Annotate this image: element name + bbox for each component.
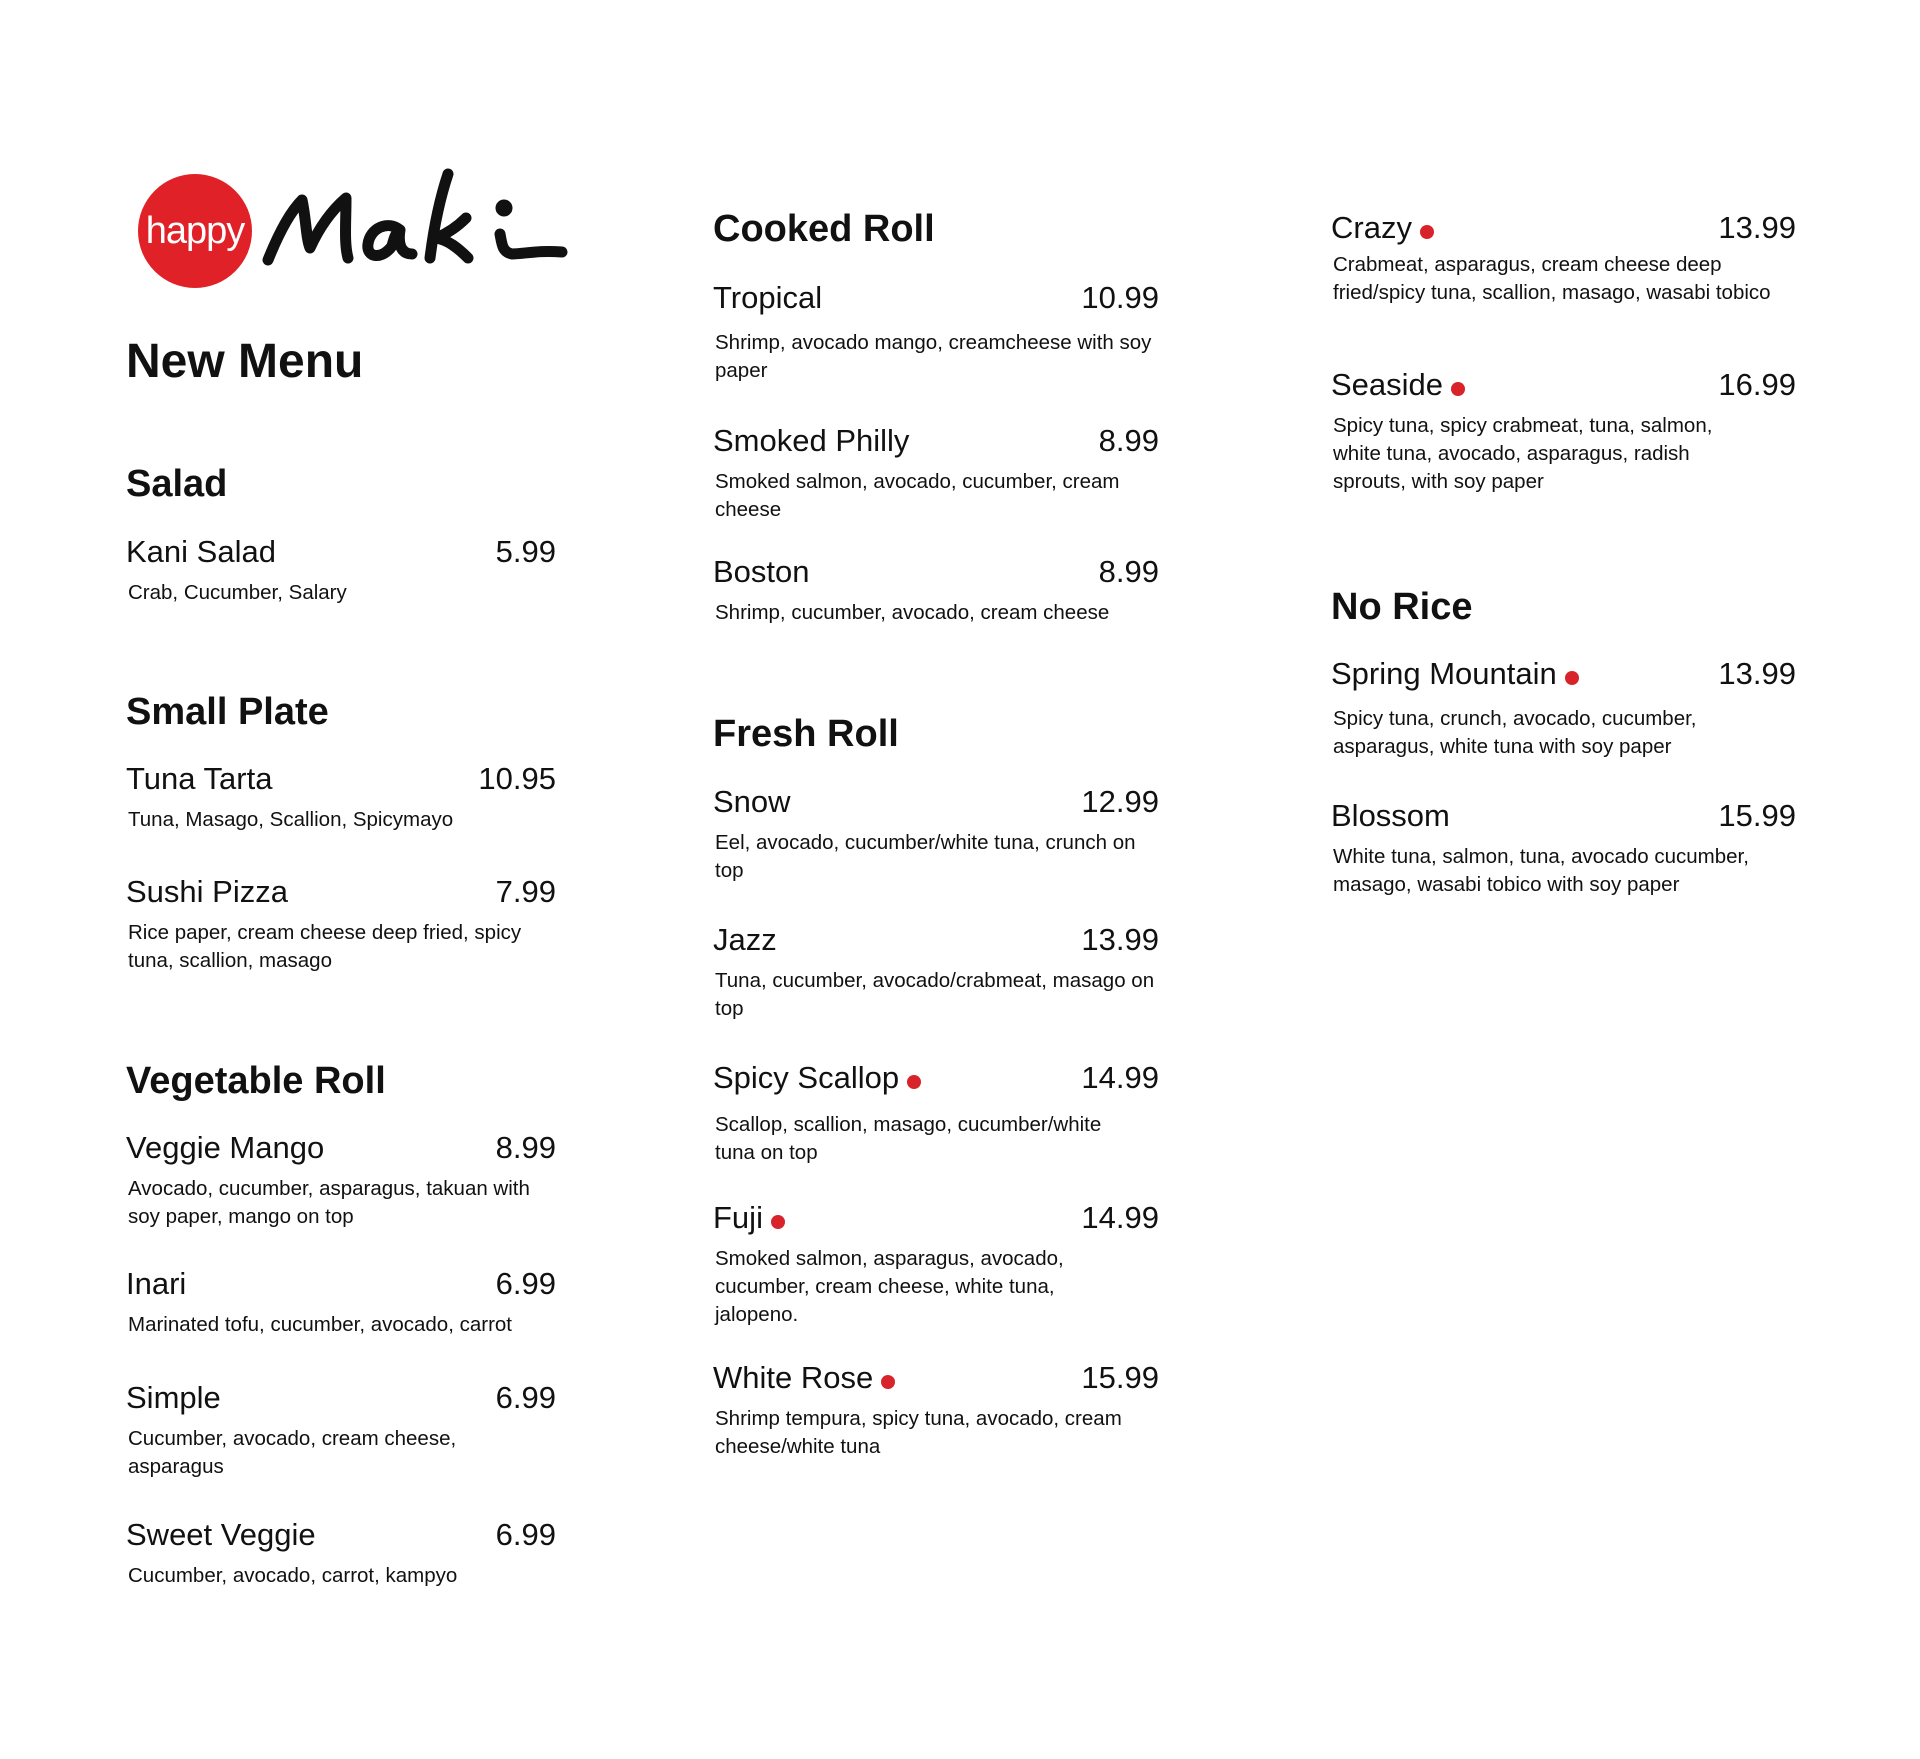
item-description: Tuna, Masago, Scallion, Spicymayo [128, 808, 454, 831]
item-name: Crazy [1331, 210, 1412, 245]
item-name: Seaside [1331, 367, 1444, 402]
menu-item-sweet-veggie [126, 1516, 556, 1590]
menu-item-boston [713, 553, 1159, 627]
section-title: Salad [126, 463, 228, 505]
item-price: 16.99 [1718, 367, 1796, 402]
item-description: Tuna, cucumber, avocado/crabmeat, masago on top [715, 969, 1155, 1020]
menu-item-tuna-tarta [126, 760, 556, 834]
item-name: Boston [713, 554, 810, 589]
item-description: Smoked salmon, avocado, cucumber, cream cheese [715, 470, 1120, 521]
menu-item-spicy-scallop [713, 1059, 1159, 1167]
section-fresh-roll [713, 711, 1159, 757]
spicy-dot-icon [881, 1375, 895, 1389]
menu-item-crazy [1331, 209, 1796, 307]
item-name: Snow [713, 784, 791, 819]
item-description: Eel, avocado, cucumber/white tuna, crunch on top [715, 831, 1136, 882]
item-price: 8.99 [1098, 423, 1159, 458]
item-name-row [713, 1059, 921, 1097]
menu-item-sushi-pizza [126, 873, 556, 975]
item-name: Kani Salad [126, 534, 276, 569]
item-price: 5.99 [495, 534, 556, 569]
item-description: Scallop, scallion, masago, cucumber/white tuna on top [715, 1113, 1102, 1164]
page-title: New Menu [126, 335, 364, 388]
item-description: Shrimp, avocado mango, creamcheese with soy paper [715, 331, 1152, 382]
item-name-row [1331, 209, 1434, 247]
item-description: White tuna, salmon, tuna, avocado cucumber, masago, wasabi tobico with soy paper [1333, 845, 1749, 896]
item-name: Jazz [713, 922, 777, 957]
spicy-dot-icon [771, 1215, 785, 1229]
item-name: Inari [126, 1266, 187, 1301]
item-name: Sushi Pizza [126, 874, 288, 909]
menu-item-seaside [1331, 366, 1796, 496]
item-name: Sweet Veggie [126, 1517, 316, 1552]
item-name: Tropical [713, 280, 823, 315]
item-name-row [713, 1359, 895, 1397]
item-price: 12.99 [1081, 784, 1159, 819]
menu-item-jazz [713, 921, 1159, 1023]
item-price: 8.99 [1098, 554, 1159, 589]
section-vegetable-roll [126, 1058, 556, 1104]
item-name-row [1331, 655, 1579, 693]
menu-item-white-rose [713, 1359, 1159, 1461]
item-name: Spring Mountain [1331, 656, 1557, 691]
menu-item-kani-salad [126, 533, 556, 607]
item-description: Crab, Cucumber, Salary [128, 581, 347, 604]
item-price: 10.95 [478, 761, 556, 796]
brand-logo [138, 168, 578, 298]
item-name: Simple [126, 1380, 221, 1415]
item-price: 15.99 [1718, 798, 1796, 833]
menu-item-blossom [1331, 797, 1796, 899]
item-price: 6.99 [495, 1380, 556, 1415]
item-price: 6.99 [495, 1266, 556, 1301]
item-price: 13.99 [1081, 922, 1159, 957]
item-price: 7.99 [495, 874, 556, 909]
menu-item-fuji [713, 1199, 1159, 1329]
item-description: Cucumber, avocado, cream cheese, asparagus [128, 1427, 457, 1478]
logo-circle [138, 174, 252, 288]
item-name-row [1331, 366, 1465, 404]
menu-item-smoked-philly [713, 422, 1159, 524]
item-description: Rice paper, cream cheese deep fried, spicy tuna, scallion, masago [128, 921, 522, 972]
menu-item-veggie-mango [126, 1129, 556, 1231]
logo-script-maki [262, 168, 578, 298]
section-title: No Rice [1331, 586, 1473, 628]
item-description: Crabmeat, asparagus, cream cheese deep fried/spicy tuna, scallion, masago, wasabi tobico [1333, 253, 1771, 304]
item-description: Shrimp tempura, spicy tuna, avocado, cream cheese/white tuna [715, 1407, 1122, 1458]
item-price: 10.99 [1081, 280, 1159, 315]
menu-item-tropical [713, 279, 1159, 385]
item-description: Marinated tofu, cucumber, avocado, carrot [128, 1313, 513, 1336]
item-name-row [713, 1199, 785, 1237]
item-description: Smoked salmon, asparagus, avocado, cucumber, cream cheese, white tuna, jalopeno. [715, 1247, 1064, 1326]
item-name: Blossom [1331, 798, 1450, 833]
spicy-dot-icon [1420, 225, 1434, 239]
item-price: 8.99 [495, 1130, 556, 1165]
section-no-rice [1331, 584, 1796, 630]
menu-item-inari [126, 1265, 556, 1339]
spicy-dot-icon [1565, 671, 1579, 685]
item-description: Avocado, cucumber, asparagus, takuan with soy paper, mango on top [128, 1177, 530, 1228]
item-name: Veggie Mango [126, 1130, 325, 1165]
item-price: 14.99 [1081, 1200, 1159, 1235]
item-price: 15.99 [1081, 1360, 1159, 1395]
item-name: Tuna Tarta [126, 761, 273, 796]
menu-item-spring-mountain [1331, 655, 1796, 761]
section-cooked-roll [713, 206, 1159, 252]
item-price: 13.99 [1718, 656, 1796, 691]
item-name: White Rose [713, 1360, 874, 1395]
section-title: Cooked Roll [713, 208, 935, 250]
item-description: Shrimp, cucumber, avocado, cream cheese [715, 601, 1110, 624]
spicy-dot-icon [1451, 382, 1465, 396]
section-title: Fresh Roll [713, 713, 899, 755]
item-description: Spicy tuna, crunch, avocado, cucumber, asparagus, white tuna with soy paper [1333, 707, 1697, 758]
logo-circle-text: happy [145, 209, 245, 252]
section-title: Small Plate [126, 691, 329, 733]
item-price: 13.99 [1718, 210, 1796, 245]
section-salad [126, 461, 556, 507]
item-description: Spicy tuna, spicy crabmeat, tuna, salmon, white tuna, avocado, asparagus, radish sprouts, with soy paper [1333, 414, 1713, 493]
item-description: Cucumber, avocado, carrot, kampyo [128, 1564, 458, 1587]
item-name: Smoked Philly [713, 423, 910, 458]
item-price: 14.99 [1081, 1060, 1159, 1095]
menu-item-snow [713, 783, 1159, 885]
item-name: Spicy Scallop [713, 1060, 900, 1095]
spicy-dot-icon [907, 1075, 921, 1089]
section-title: Vegetable Roll [126, 1060, 386, 1102]
menu-item-simple [126, 1379, 556, 1481]
item-name: Fuji [713, 1200, 763, 1235]
item-price: 6.99 [495, 1517, 556, 1552]
section-small-plate [126, 689, 556, 735]
